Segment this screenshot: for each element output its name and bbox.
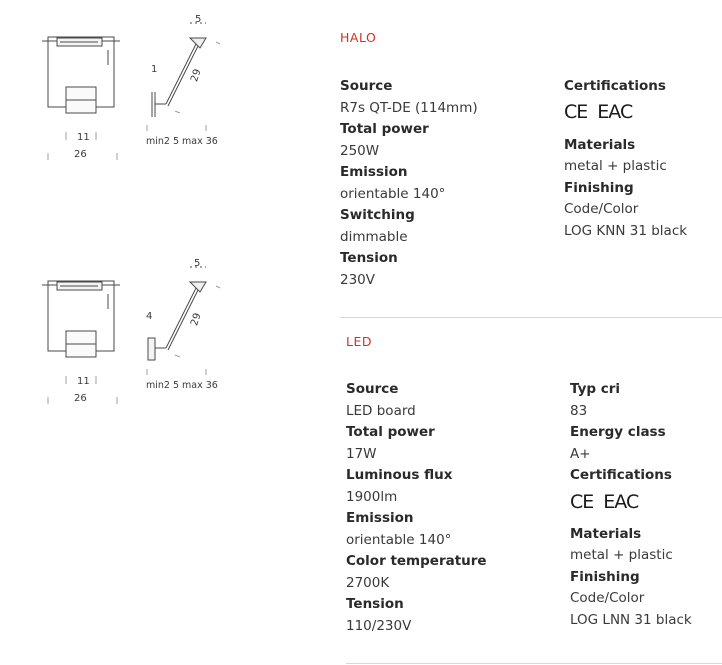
section-divider bbox=[340, 317, 722, 318]
section-title-halo: HALO bbox=[340, 30, 377, 45]
dim-arm-length: 29 bbox=[189, 311, 204, 328]
spec-label: Tension bbox=[346, 596, 404, 612]
dim-lamp-width: 11 bbox=[77, 376, 90, 387]
spec-label: Materials bbox=[570, 525, 642, 542]
halo-spec-section bbox=[0, 0, 722, 320]
section-title-led: LED bbox=[346, 334, 372, 349]
spec-label: Emission bbox=[340, 164, 408, 180]
spec-value: orientable 140° bbox=[346, 531, 452, 548]
dim-reach: min2 5 max 36 bbox=[146, 380, 218, 391]
spec-value: 1900lm bbox=[346, 488, 398, 505]
spec-label: Materials bbox=[564, 136, 636, 153]
led-spec-right bbox=[570, 379, 722, 631]
dim-wall-offset: 1 bbox=[151, 64, 158, 75]
led-spec-section bbox=[0, 320, 722, 665]
spec-label: Color temperature bbox=[346, 553, 487, 569]
spec-value: R7s QT-DE (114mm) bbox=[340, 99, 478, 116]
finish-code: LOG LNN 31 black bbox=[570, 611, 692, 628]
spec-value: Code/Color bbox=[564, 201, 639, 217]
dim-arm-top: 5 bbox=[195, 14, 202, 25]
eac-mark-icon: EAC bbox=[597, 101, 633, 123]
spec-value: A+ bbox=[570, 445, 591, 462]
spec-value: metal + plastic bbox=[570, 547, 673, 563]
spec-label: Tension bbox=[340, 250, 398, 266]
dim-arm-length: 29 bbox=[189, 67, 204, 84]
spec-label: Finishing bbox=[570, 568, 640, 585]
led-spec-left bbox=[346, 379, 556, 637]
spec-value: dimmable bbox=[340, 228, 408, 245]
spec-value: 83 bbox=[570, 402, 588, 419]
spec-label: Luminous flux bbox=[346, 467, 453, 483]
eac-mark-icon: EAC bbox=[603, 491, 639, 513]
spec-value: LED board bbox=[346, 402, 416, 419]
ce-mark-icon: CE bbox=[564, 101, 588, 123]
spec-value: 110/230V bbox=[346, 617, 412, 634]
spec-label: Finishing bbox=[564, 179, 634, 196]
spec-label: Source bbox=[346, 381, 399, 397]
spec-label-certifications: Certifications bbox=[564, 78, 666, 94]
spec-label-certifications: Certifications bbox=[570, 467, 672, 483]
dim-overall-width: 26 bbox=[74, 393, 87, 404]
spec-label: Energy class bbox=[570, 424, 666, 440]
halo-spec-left bbox=[340, 76, 550, 291]
finish-code: LOG KNN 31 black bbox=[564, 222, 688, 239]
dim-lamp-width: 11 bbox=[77, 132, 90, 143]
halo-spec-right bbox=[564, 76, 722, 242]
spec-label: Emission bbox=[346, 510, 414, 526]
spec-value: Code/Color bbox=[570, 590, 645, 606]
spec-value: 250W bbox=[340, 142, 380, 159]
ce-mark-icon: CE bbox=[570, 491, 594, 513]
spec-label: Total power bbox=[340, 121, 429, 137]
spec-value: 17W bbox=[346, 445, 377, 462]
spec-value: 2700K bbox=[346, 574, 390, 591]
spec-value: metal + plastic bbox=[564, 158, 667, 174]
certification-marks bbox=[570, 481, 722, 524]
spec-value: orientable 140° bbox=[340, 185, 446, 202]
spec-label: Source bbox=[340, 78, 393, 94]
dim-overall-width: 26 bbox=[74, 149, 87, 160]
spec-label: Total power bbox=[346, 424, 435, 440]
section-divider bbox=[346, 663, 722, 664]
dim-reach: min2 5 max 36 bbox=[146, 136, 218, 147]
dim-wall-offset: 4 bbox=[146, 311, 153, 322]
spec-value: 230V bbox=[340, 271, 376, 288]
dim-arm-top: 5 bbox=[194, 258, 201, 269]
spec-label: Switching bbox=[340, 207, 415, 223]
spec-label: Typ cri bbox=[570, 381, 621, 397]
